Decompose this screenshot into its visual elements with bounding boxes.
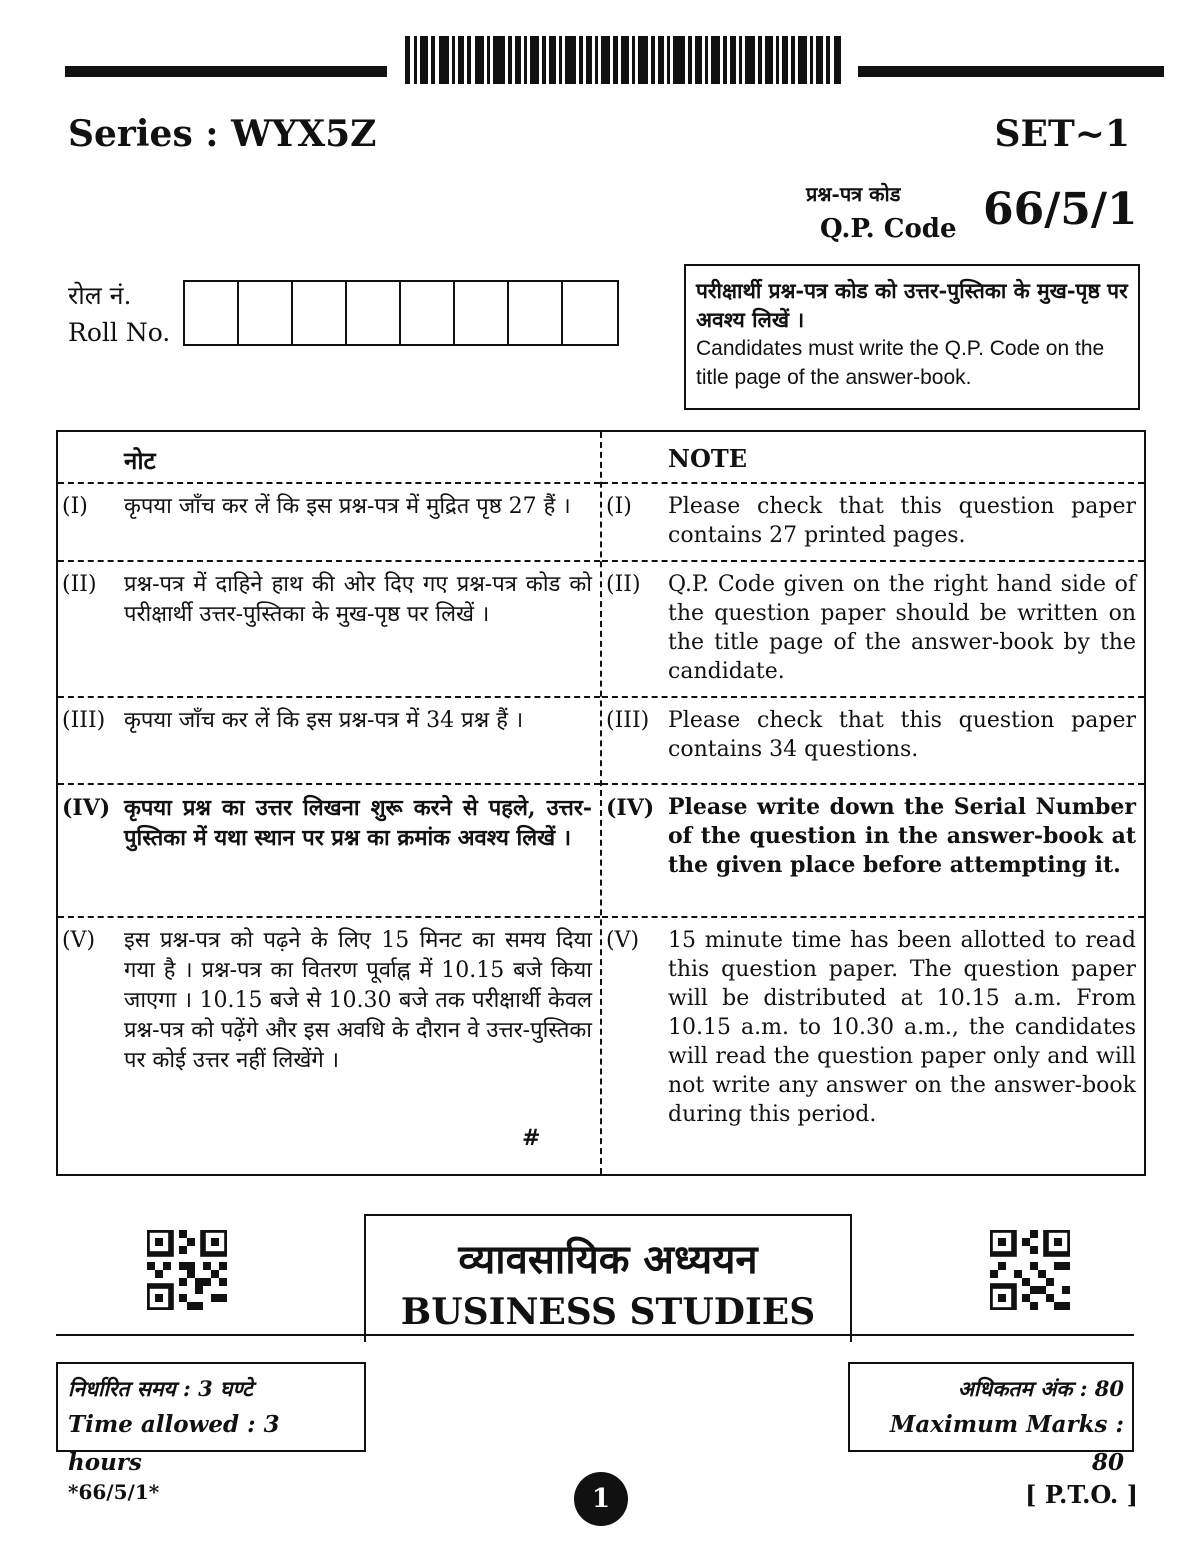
- note-text: इस प्रश्न-पत्र को पढ़ने के लिए 15 मिनट का समय दिया गया है । प्रश्न-पत्र का वितरण पूर्वाह्न में 10.15 बजे किया जाएगा । 10.15 बजे से 10.30 बजे तक परीक्षार्थी केवल प्रश्न-पत्र को पढ़ेंगे और इस अवधि के दौरान वे उत्तर-पुस्तिका पर कोई उत्तर नहीं लिखेंगे ।: [124, 928, 592, 1073]
- note-text: Q.P. Code given on the right hand side of the question paper should be written on the title page of the answer-book by the candidate.: [668, 572, 1136, 684]
- note-number: (IV): [606, 795, 655, 821]
- note-number: (III): [62, 708, 106, 733]
- maximum-marks-english: Maximum Marks : 80: [889, 1411, 1124, 1476]
- notes-heading-hindi: नोट: [58, 432, 600, 484]
- notes-column-hindi: [58, 432, 602, 1174]
- roll-digit-box[interactable]: [401, 282, 455, 344]
- note-text: कृपया जाँच कर लें कि इस प्रश्न-पत्र में 34 प्रश्न हैं ।: [124, 708, 524, 733]
- note-row: [602, 562, 1144, 698]
- please-turn-over: [ P.T.O. ]: [1025, 1480, 1138, 1509]
- qp-code-value: 66/5/1: [983, 184, 1138, 235]
- note-text: प्रश्न-पत्र में दाहिने हाथ की ओर दिए गए प्रश्न-पत्र कोड को परीक्षार्थी उत्तर-पुस्तिका के मुख-पृष्ठ पर लिखें ।: [124, 572, 592, 627]
- roll-digit-box[interactable]: [455, 282, 509, 344]
- candidate-instruction-hindi: परीक्षार्थी प्रश्न-पत्र कोड को उत्तर-पुस्तिका के मुख-पृष्ठ पर अवश्य लिखें ।: [696, 278, 1128, 332]
- roll-label-english: Roll No.: [68, 318, 171, 347]
- subject-title-english: BUSINESS STUDIES: [400, 1291, 816, 1333]
- top-rule-right: [858, 66, 1164, 77]
- hash-mark: #: [522, 1125, 541, 1151]
- note-row: [58, 698, 600, 785]
- time-allowed-box: [56, 1362, 366, 1476]
- subject-title-box: [364, 1214, 852, 1342]
- qr-code-icon: [147, 1230, 227, 1310]
- note-text: Please check that this question paper contains 27 printed pages.: [668, 494, 1136, 548]
- time-allowed-hindi: निर्धारित समय : 3 घण्टे: [68, 1376, 253, 1401]
- notes-heading-english: NOTE: [602, 432, 1144, 484]
- series-label: Series : WYX5Z: [68, 113, 377, 155]
- roll-digit-box[interactable]: [239, 282, 293, 344]
- maximum-marks-hindi: अधिकतम अंक : 80: [957, 1376, 1124, 1401]
- set-label: SET~1: [994, 113, 1130, 155]
- qp-code-label: Q.P. Code: [820, 214, 957, 244]
- note-text: Please write down the Serial Number of the question in the answer-book at the given place before attempting it.: [668, 794, 1136, 878]
- note-number: (V): [62, 928, 96, 953]
- subject-title-hindi: व्यावसायिक अध्ययन: [458, 1236, 758, 1283]
- note-number: (II): [62, 572, 97, 597]
- note-row: [602, 484, 1144, 562]
- notes-column-english: [602, 432, 1144, 1174]
- qr-code-icon: [990, 1230, 1070, 1310]
- candidate-instruction-english: Candidates must write the Q.P. Code on the title page of the answer-book.: [696, 337, 1105, 389]
- note-text: 15 minute time has been allotted to read this question paper. The question paper will be distributed at 10.15 a.m. From 10.15 a.m. to 10.30 a.m., the candidates will read the question paper only and will not write any answer on the answer-book during this period.: [668, 928, 1136, 1127]
- note-text: Please check that this question paper contains 34 questions.: [668, 708, 1136, 762]
- roll-digit-box[interactable]: [509, 282, 563, 344]
- note-row: [58, 484, 600, 562]
- note-number: (III): [606, 708, 650, 733]
- note-number: (V): [606, 928, 640, 953]
- note-text: कृपया प्रश्न का उत्तर लिखना शुरू करने से पहले, उत्तर-पुस्तिका में यथा स्थान पर प्रश्न का क्रमांक अवश्य लिखें ।: [124, 795, 592, 851]
- note-number: (II): [606, 572, 641, 597]
- roll-number-boxes: [183, 280, 619, 346]
- page-number: 1: [574, 1472, 628, 1526]
- barcode-image: [405, 36, 841, 84]
- note-row: [58, 918, 600, 1174]
- roll-digit-box[interactable]: [185, 282, 239, 344]
- roll-digit-box[interactable]: [293, 282, 347, 344]
- qp-code-label-hindi: प्रश्न-पत्र कोड: [806, 182, 901, 206]
- top-rule-left: [65, 66, 387, 77]
- note-row: [602, 785, 1144, 918]
- maximum-marks-box: [848, 1362, 1134, 1476]
- candidate-instruction-box: [684, 264, 1140, 410]
- time-allowed-english: Time allowed : 3 hours: [68, 1411, 280, 1476]
- note-row: [602, 698, 1144, 785]
- roll-label-hindi: रोल नं.: [68, 281, 132, 310]
- roll-digit-box[interactable]: [563, 282, 617, 344]
- footer-code: *66/5/1*: [68, 1480, 160, 1504]
- note-number: (IV): [62, 795, 111, 821]
- note-row: [58, 562, 600, 698]
- note-row: [602, 918, 1144, 1174]
- roll-digit-box[interactable]: [347, 282, 401, 344]
- notes-table: [56, 430, 1146, 1176]
- note-number: (I): [606, 494, 632, 519]
- note-row: [58, 785, 600, 918]
- section-divider: [56, 1334, 1134, 1336]
- note-number: (I): [62, 494, 88, 519]
- note-text: कृपया जाँच कर लें कि इस प्रश्न-पत्र में मुद्रित पृष्ठ 27 हैं ।: [124, 494, 571, 519]
